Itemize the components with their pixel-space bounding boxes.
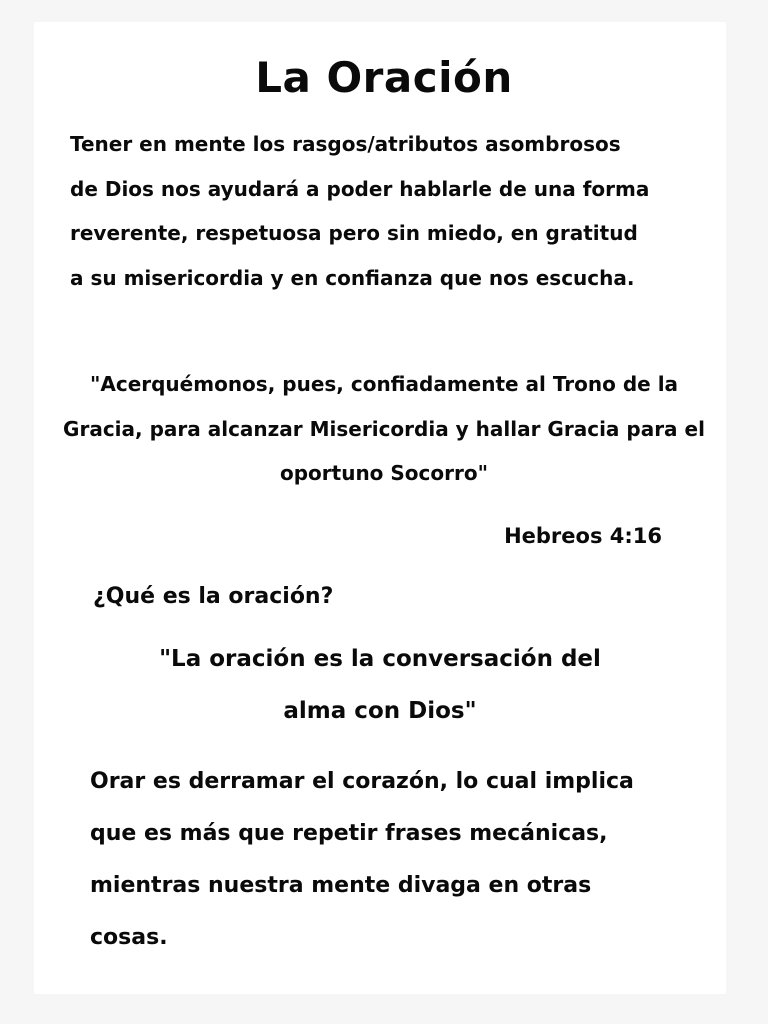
- bible-reference: Hebreos 4:16: [504, 524, 662, 548]
- page-title: La Oración: [255, 53, 513, 102]
- intro-paragraph: Tener en mente los rasgos/atributos asombrosos de Dios nos ayudará a poder hablarle de una forma reverente, respetuosa pero sin miedo, en gratitud a su misericordia y en confianza que nos escucha.: [70, 132, 650, 290]
- bible-quote: "Acerquémonos, pues, confiadamente al Trono de la Gracia, para alcanzar Misericordia y hallar Gracia para el oportuno Socorro": [63, 372, 705, 485]
- prayer-definition: "La oración es la conversación del alma con Dios": [159, 646, 601, 724]
- section-question: ¿Qué es la oración?: [93, 584, 334, 609]
- explanation-paragraph: Orar es derramar el corazón, lo cual implica que es más que repetir frases mecánicas, mientras nuestra mente divaga en otras cosas.: [90, 769, 634, 950]
